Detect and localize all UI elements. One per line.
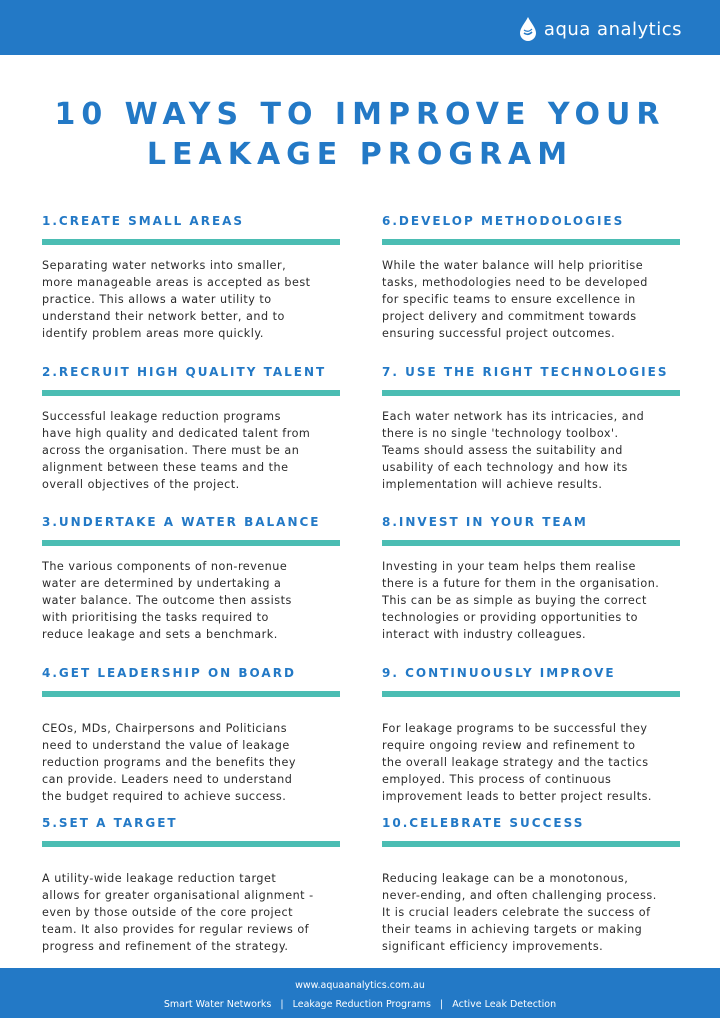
body-line: with prioritising the tasks required to [42, 611, 269, 624]
page-title [0, 95, 720, 175]
body-line: identify problem areas more quickly. [42, 327, 264, 340]
section-divider [382, 540, 680, 546]
section-body [382, 558, 682, 643]
section-water-balance [42, 514, 342, 643]
footer-bar [0, 968, 720, 1018]
section-divider [382, 239, 680, 245]
body-line: progress and refinement of the strategy. [42, 940, 289, 953]
section-divider [42, 239, 340, 245]
section-divider [42, 841, 340, 847]
body-line: significant efficiency improvements. [382, 940, 604, 953]
body-line: water are determined by undertaking a [42, 577, 282, 590]
section-heading: 2.RECRUIT HIGH QUALITY TALENT [42, 365, 327, 379]
body-line: can provide. Leaders need to understand [42, 773, 293, 786]
body-line: have high quality and dedicated talent from [42, 427, 311, 440]
section-body [42, 558, 342, 643]
section-body [42, 720, 342, 805]
footer-link-leakage-reduction[interactable]: Leakage Reduction Programs [292, 999, 431, 1010]
section-set-a-target [42, 815, 342, 955]
body-line: Reducing leakage can be a monotonous, [382, 872, 629, 885]
body-line: reduce leakage and sets a benchmark. [42, 628, 278, 641]
body-line: across the organisation. There must be an [42, 444, 300, 457]
footer-link-smart-water-networks[interactable]: Smart Water Networks [163, 999, 272, 1010]
body-line: Investing in your team helps them realise [382, 560, 636, 573]
body-line: For leakage programs to be successful they [382, 722, 648, 735]
section-heading: 6.DEVELOP METHODOLOGIES [382, 214, 625, 228]
section-heading: 9. CONTINUOUSLY IMPROVE [382, 666, 616, 680]
footer-website-link[interactable]: www.aquaanalytics.com.au [295, 980, 425, 991]
body-line: water balance. The outcome then assists [42, 594, 292, 607]
body-line: the overall leakage strategy and the tactics [382, 756, 649, 769]
body-line: It is crucial leaders celebrate the success of [382, 906, 651, 919]
section-divider [42, 691, 340, 697]
section-heading: 7. USE THE RIGHT TECHNOLOGIES [382, 365, 669, 379]
body-line: alignment between these teams and the [42, 461, 289, 474]
body-line: need to understand the value of leakage [42, 739, 290, 752]
section-body [42, 408, 342, 493]
section-heading: 5.SET A TARGET [42, 816, 178, 830]
footer-links [0, 999, 720, 1010]
body-line: for specific teams to ensure excellence in [382, 293, 636, 306]
title-line-1: 10 WAYS TO IMPROVE YOUR [54, 97, 666, 132]
body-line: ensuring successful project outcomes. [382, 327, 616, 340]
brand-logo[interactable] [518, 14, 682, 44]
section-body [42, 870, 342, 955]
section-create-small-areas [42, 213, 342, 342]
section-heading: 3.UNDERTAKE A WATER BALANCE [42, 515, 321, 529]
section-develop-methodologies [382, 213, 682, 342]
body-line: understand their network better, and to [42, 310, 285, 323]
body-line: never-ending, and often challenging process. [382, 889, 657, 902]
section-heading: 8.INVEST IN YOUR TEAM [382, 515, 588, 529]
body-line: there is no single 'technology toolbox'. [382, 427, 619, 440]
footer-link-active-leak-detection[interactable]: Active Leak Detection [452, 999, 557, 1010]
footer-separator: | [440, 999, 444, 1010]
body-line: usability of each technology and how its [382, 461, 628, 474]
section-continuously-improve [382, 665, 682, 805]
body-line: Successful leakage reduction programs [42, 410, 281, 423]
body-line: The various components of non-revenue [42, 560, 288, 573]
body-line: their teams in achieving targets or making [382, 923, 643, 936]
section-heading: 10.CELEBRATE SUCCESS [382, 816, 585, 830]
section-body [382, 720, 682, 805]
body-line: team. It also provides for regular reviews of [42, 923, 310, 936]
section-divider [382, 691, 680, 697]
section-heading: 4.GET LEADERSHIP ON BOARD [42, 666, 296, 680]
brand-name: aqua analytics [543, 18, 682, 40]
section-heading: 1.CREATE SMALL AREAS [42, 214, 245, 228]
section-celebrate-success [382, 815, 682, 955]
section-invest-in-team [382, 514, 682, 643]
header-bar [0, 0, 720, 55]
water-drop-icon [518, 16, 538, 42]
footer-separator: | [280, 999, 284, 1010]
body-line: overall objectives of the project. [42, 478, 240, 491]
body-line: interact with industry colleagues. [382, 628, 587, 641]
body-line: the budget required to achieve success. [42, 790, 287, 803]
body-line: tasks, methodologies need to be developed [382, 276, 648, 289]
body-line: CEOs, MDs, Chairpersons and Politicians [42, 722, 288, 735]
section-body [42, 257, 342, 342]
section-leadership-on-board [42, 665, 342, 805]
body-line: Separating water networks into smaller, [42, 259, 287, 272]
body-line: practice. This allows a water utility to [42, 293, 272, 306]
section-use-right-technologies [382, 364, 682, 493]
body-line: even by those outside of the core project [42, 906, 294, 919]
body-line: employed. This process of continuous [382, 773, 612, 786]
section-divider [42, 390, 340, 396]
body-line: require ongoing review and refinement to [382, 739, 636, 752]
section-body [382, 257, 682, 342]
section-divider [42, 540, 340, 546]
body-line: project delivery and commitment towards [382, 310, 637, 323]
section-body [382, 870, 682, 955]
body-line: This can be as simple as buying the correct [382, 594, 647, 607]
body-line: technologies or providing opportunities to [382, 611, 639, 624]
title-line-2: LEAKAGE PROGRAM [146, 137, 574, 172]
body-line: improvement leads to better project results. [382, 790, 652, 803]
body-line: implementation will achieve results. [382, 478, 603, 491]
body-line: A utility-wide leakage reduction target [42, 872, 277, 885]
section-body [382, 408, 682, 493]
body-line: there is a future for them in the organisation. [382, 577, 660, 590]
section-divider [382, 841, 680, 847]
body-line: While the water balance will help prioritise [382, 259, 644, 272]
body-line: Teams should assess the suitability and [382, 444, 623, 457]
body-line: Each water network has its intricacies, and [382, 410, 645, 423]
section-divider [382, 390, 680, 396]
body-line: more manageable areas is accepted as best [42, 276, 311, 289]
body-line: reduction programs and the benefits they [42, 756, 296, 769]
body-line: allows for greater organisational alignment - [42, 889, 314, 902]
section-recruit-talent [42, 364, 342, 493]
